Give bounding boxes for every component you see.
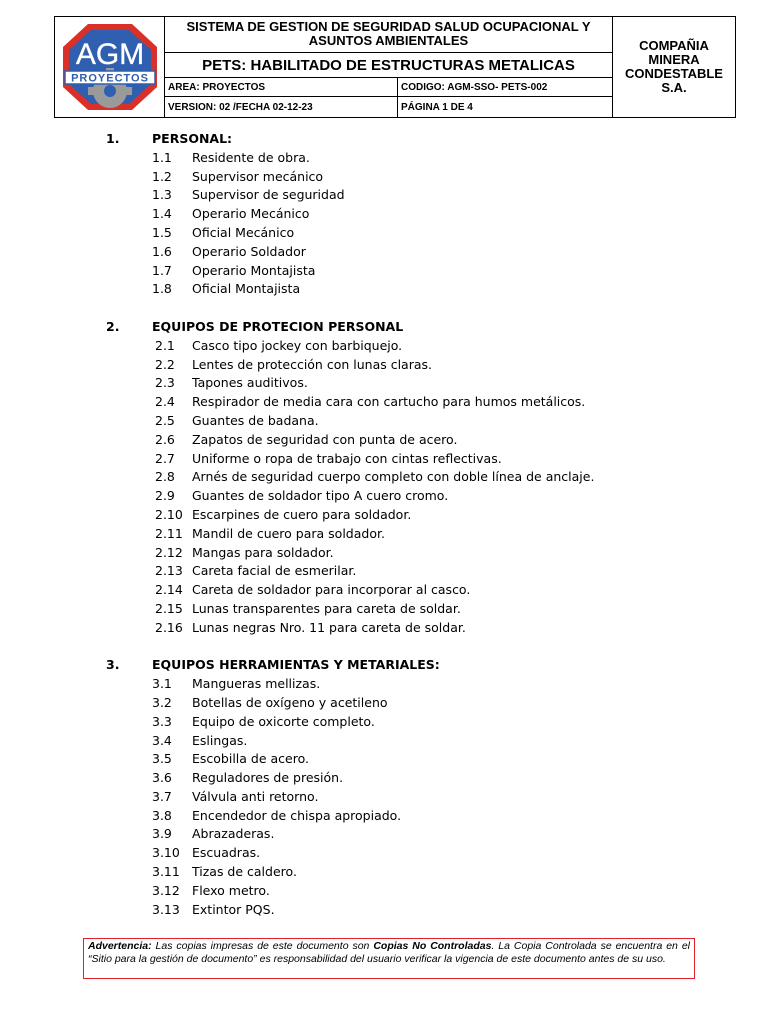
section-number: 3. (106, 657, 120, 673)
list-item-text: Lentes de protección con lunas claras. (192, 356, 433, 372)
list-item (0, 844, 768, 863)
list-item-number: 1.4 (152, 206, 172, 222)
list-item (0, 468, 768, 487)
list-item-number: 2.13 (155, 563, 183, 579)
list-item-number: 3.7 (152, 788, 172, 804)
section-title: EQUIPOS HERRAMIENTAS Y METARIALES: (152, 657, 440, 673)
list-item-text: Respirador de media cara con cartucho para humos metálicos. (192, 394, 586, 410)
warning-text-before: Las copias impresas de este documento son (151, 940, 374, 952)
list-item (0, 901, 768, 920)
list-item-text: Eslingas. (192, 732, 248, 748)
list-item-number: 2.8 (155, 469, 175, 485)
list-item-text: Encendedor de chispa apropiado. (192, 807, 402, 823)
list-item-text: Supervisor de seguridad (192, 187, 345, 203)
list-item (0, 694, 768, 713)
list-item-number: 3.5 (152, 751, 172, 767)
list-item (0, 863, 768, 882)
list-item (0, 825, 768, 844)
list-item (0, 750, 768, 769)
list-item (0, 412, 768, 431)
list-item-number: 2.1 (155, 337, 175, 353)
list-item-number: 2.7 (155, 450, 175, 466)
list-item-text: Tapones auditivos. (192, 375, 308, 391)
list-item (0, 562, 768, 581)
pets-title: PETS: HABILITADO DE ESTRUCTURAS METALICAS (165, 53, 612, 78)
warning-text-after: . La Copia Controlada se encuentra en el “Sitio para la gestión de documento” es responsabilidad del usuario verificar la vigencia de este documento antes de su uso. (88, 940, 690, 965)
list-item-text: Careta facial de esmerilar. (192, 563, 357, 579)
list-item (0, 544, 768, 563)
list-item-text: Mangas para soldador. (192, 544, 334, 560)
system-title: SISTEMA DE GESTION DE SEGURIDAD SALUD OCUPACIONAL Y ASUNTOS AMBIENTALES (165, 17, 612, 53)
logo-main-text: AGM (75, 38, 145, 71)
list-item-text: Uniforme o ropa de trabajo con cintas reflectivas. (192, 450, 502, 466)
list-item (0, 732, 768, 751)
list-item-text: Oficial Mecánico (192, 224, 295, 240)
list-item-text: Mandil de cuero para soldador. (192, 525, 385, 541)
list-item-text: Mangueras mellizas. (192, 676, 321, 692)
document-header (54, 16, 736, 118)
list-item-number: 1.6 (152, 243, 172, 259)
list-item-number: 2.12 (155, 544, 183, 560)
list-item-number: 3.6 (152, 770, 172, 786)
list-item (0, 506, 768, 525)
list-item (0, 619, 768, 638)
list-item (0, 374, 768, 393)
warning-label: Advertencia: (88, 940, 152, 952)
version-field: VERSION: 02 /FECHA 02-12-23 (165, 97, 398, 117)
list-item-number: 1.3 (152, 187, 172, 203)
list-item-text: Residente de obra. (192, 149, 310, 165)
list-item-number: 3.4 (152, 732, 172, 748)
list-item-number: 3.9 (152, 826, 172, 842)
section-3 (0, 656, 768, 919)
list-item-text: Lunas transparentes para careta de soldar. (192, 600, 461, 616)
warning-bold-phrase: Copias No Controladas (373, 940, 492, 952)
list-item-text: Operario Montajista (192, 262, 316, 278)
list-item-number: 3.1 (152, 676, 172, 692)
list-item-number: 2.15 (155, 600, 183, 616)
list-item-text: Flexo metro. (192, 882, 270, 898)
list-item-number: 2.6 (155, 431, 175, 447)
codigo-field: CODIGO: AGM-SSO- PETS-002 (398, 78, 612, 97)
list-item (0, 205, 768, 224)
list-item (0, 675, 768, 694)
logo-band-text: PROYECTOS (71, 72, 149, 85)
list-item-number: 2.9 (155, 488, 175, 504)
list-item (0, 262, 768, 281)
list-item (0, 487, 768, 506)
list-item-text: Escarpines de cuero para soldador. (192, 506, 412, 522)
list-item (0, 769, 768, 788)
list-item-text: Reguladores de presión. (192, 770, 344, 786)
list-item-text: Equipo de oxicorte completo. (192, 713, 375, 729)
list-item (0, 882, 768, 901)
list-item-text: Careta de soldador para incorporar al casco. (192, 582, 471, 598)
warning-notice (83, 938, 695, 979)
list-item-text: Extintor PQS. (192, 901, 275, 917)
list-item-number: 2.16 (155, 619, 183, 635)
list-item-number: 1.5 (152, 224, 172, 240)
list-item-text: Tizas de caldero. (192, 864, 297, 880)
list-item-text: Escobilla de acero. (192, 751, 310, 767)
list-item-number: 3.12 (152, 882, 180, 898)
list-item (0, 713, 768, 732)
list-item-number: 1.2 (152, 168, 172, 184)
list-item-number: 2.4 (155, 394, 175, 410)
section-number: 1. (106, 131, 120, 146)
company-name: COMPAÑIA MINERA CONDESTABLE S.A. (612, 17, 735, 117)
list-item-text: Guantes de soldador tipo A cuero cromo. (192, 488, 449, 504)
section-1 (0, 130, 768, 299)
list-item-text: Escuadras. (192, 845, 261, 861)
list-item (0, 393, 768, 412)
section-2 (0, 318, 768, 638)
pagina-field: PÁGINA 1 DE 4 (401, 101, 473, 113)
list-item-number: 1.1 (152, 149, 172, 165)
list-item (0, 788, 768, 807)
list-item-text: Válvula anti retorno. (192, 788, 319, 804)
section-heading (0, 130, 768, 149)
list-item (0, 450, 768, 469)
list-item (0, 243, 768, 262)
list-item-number: 3.8 (152, 807, 172, 823)
list-item-number: 1.7 (152, 262, 172, 278)
section-heading (0, 318, 768, 337)
list-item-text: Oficial Montajista (192, 281, 301, 297)
list-item-number: 3.13 (152, 901, 180, 917)
list-item-number: 2.14 (155, 582, 183, 598)
list-item-text: Operario Mecánico (192, 206, 310, 222)
section-number: 2. (106, 318, 120, 334)
section-title: EQUIPOS DE PROTECION PERSONAL (152, 318, 404, 334)
document-body (0, 130, 768, 938)
list-item-text: Botellas de oxígeno y acetileno (192, 694, 388, 710)
list-item (0, 337, 768, 356)
list-item-number: 3.3 (152, 713, 172, 729)
section-heading (0, 656, 768, 675)
list-item-number: 2.2 (155, 356, 175, 372)
list-item (0, 149, 768, 168)
list-item-number: 1.8 (152, 281, 172, 297)
list-item-number: 3.2 (152, 694, 172, 710)
list-item-text: Zapatos de seguridad con punta de acero. (192, 431, 458, 447)
logo-cell (55, 17, 165, 117)
list-item-number: 2.3 (155, 375, 175, 391)
list-item (0, 807, 768, 826)
section-title: PERSONAL: (152, 131, 233, 146)
list-item (0, 186, 768, 205)
list-item-text: Operario Soldador (192, 243, 306, 259)
list-item-number: 2.11 (155, 525, 183, 541)
list-item (0, 168, 768, 187)
list-item-text: Abrazaderas. (192, 826, 275, 842)
area-field: AREA: PROYECTOS (165, 78, 398, 97)
list-item-number: 2.10 (155, 506, 183, 522)
list-item-text: Lunas negras Nro. 11 para careta de soldar. (192, 619, 466, 635)
list-item-text: Arnés de seguridad cuerpo completo con doble línea de anclaje. (192, 469, 595, 485)
list-item-number: 3.11 (152, 864, 180, 880)
list-item (0, 525, 768, 544)
list-item (0, 280, 768, 299)
list-item-text: Casco tipo jockey con barbiquejo. (192, 337, 403, 353)
list-item-number: 2.5 (155, 412, 175, 428)
list-item (0, 581, 768, 600)
agm-proyectos-logo (55, 17, 165, 117)
list-item-text: Guantes de badana. (192, 412, 319, 428)
list-item (0, 600, 768, 619)
list-item (0, 431, 768, 450)
list-item (0, 224, 768, 243)
list-item-number: 3.10 (152, 845, 180, 861)
list-item-text: Supervisor mecánico (192, 168, 324, 184)
list-item (0, 356, 768, 375)
